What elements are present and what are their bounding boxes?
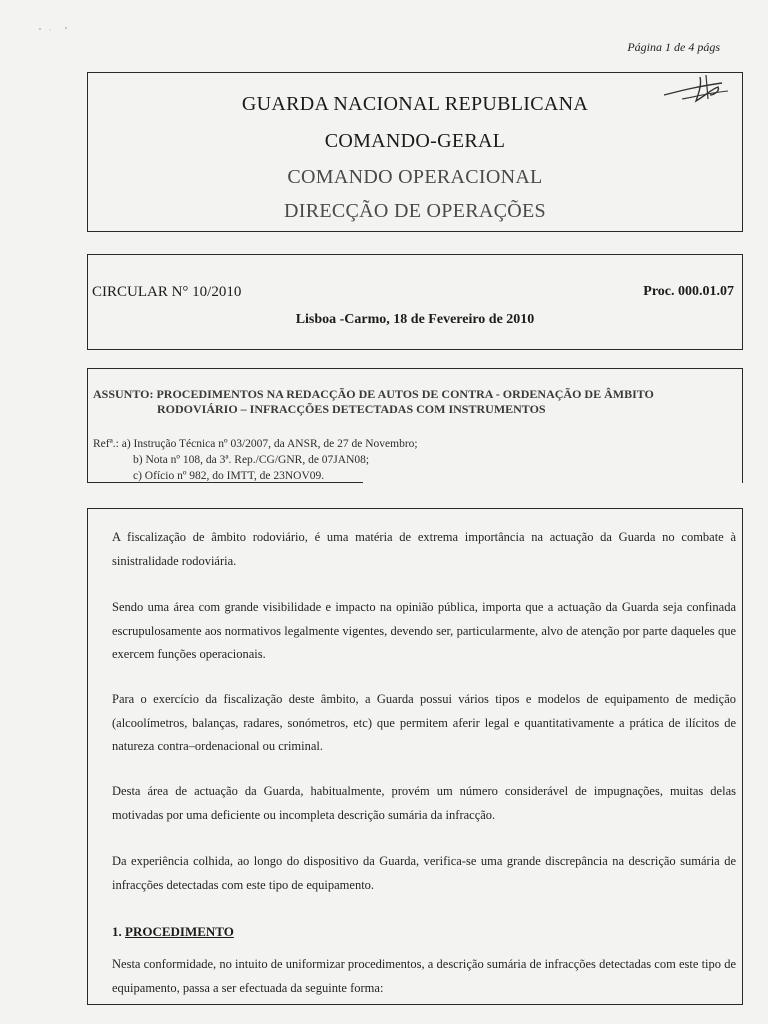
paragraph-1: A fiscalização de âmbito rodoviário, é uma matéria de extrema importância na actuação da Guarda no combate à sinistralidade rodoviária. [112, 530, 736, 568]
body-box [87, 508, 743, 1004]
place-and-date: Lisboa -Carmo, 18 de Fevereiro de 2010 [295, 312, 535, 327]
reference-b: b) Nota nº 108, da 3ª. Rep./CG/GNR, de 07JAN08; [133, 454, 370, 466]
operations-directorate: DIRECÇÃO DE OPERAÇÕES [284, 200, 546, 222]
org-name: GUARDA NACIONAL REPUBLICANA [241, 93, 589, 115]
paragraph-5: Da experiência colhida, ao longo do dispositivo da Guarda, verifica-se uma grande discrepância na descrição sumária de infracções detectadas com este tipo de equipamento. [112, 854, 736, 892]
reference-c: c) Ofício nº 982, do IMTT, de 23NOV09. [133, 470, 325, 482]
circular-info-box [87, 254, 743, 350]
letterhead-box [87, 72, 743, 232]
scan-speck-mark [36, 24, 76, 34]
subject-box-underline [87, 482, 363, 483]
circular-number: CIRCULAR N° 10/2010 [92, 284, 242, 300]
subject-line-2: RODOVIÁRIO – INFRACÇÕES DETECTADAS COM INSTRUMENTOS [157, 402, 546, 416]
paragraph-3: Para o exercício da fiscalização deste âmbito, a Guarda possui vários tipos e modelos de equipamento de medição (alcoolímetros, balanças, radares, sonómetros, etc) que permitem aferir legal e quantitativamente a prática de ilícitos de natureza contra–ordenacional ou criminal. [112, 692, 736, 753]
paragraph-4: Desta área de actuação da Guarda, habitualmente, provém um número considerável de impugnações, muitas delas motivadas por uma deficiente ou incompleta descrição sumária da infracção. [112, 784, 736, 822]
subject-line-1: ASSUNTO: PROCEDIMENTOS NA REDACÇÃO DE AUTOS DE CONTRA - ORDENAÇÃO DE ÂMBITO [93, 387, 654, 401]
body-box-bottom-line [87, 1004, 743, 1005]
page-number: Página 1 de 4 págs [627, 40, 720, 54]
references [93, 436, 418, 484]
reference-a: Refª.: a) Instrução Técnica nº 03/2007, da ANSR, de 27 de Novembro; [93, 438, 418, 450]
paragraph-6: Nesta conformidade, no intuito de uniformizar procedimentos, a descrição sumária de infracções detectadas com este tipo de equipamento, passa a ser efectuada da seguinte forma: [112, 957, 736, 995]
process-number: Proc. 000.01.07 [643, 284, 734, 299]
section-heading [112, 924, 234, 940]
command-general: COMANDO-GERAL [324, 130, 506, 152]
subject-box [87, 368, 743, 483]
paragraph-2: Sendo uma área com grande visibilidade e impacto na opinião pública, importa que a actuação da Guarda seja confinada escrupulosamente aos normativos legalmente vigentes, devendo ser, particularmente, alvo de atenção por parte daqueles que exercem funções operacionais. [112, 600, 736, 661]
operational-command: COMANDO OPERACIONAL [287, 166, 543, 188]
section-number: 1. [112, 924, 122, 939]
subject [93, 387, 736, 417]
section-title: PROCEDIMENTO [125, 924, 234, 939]
